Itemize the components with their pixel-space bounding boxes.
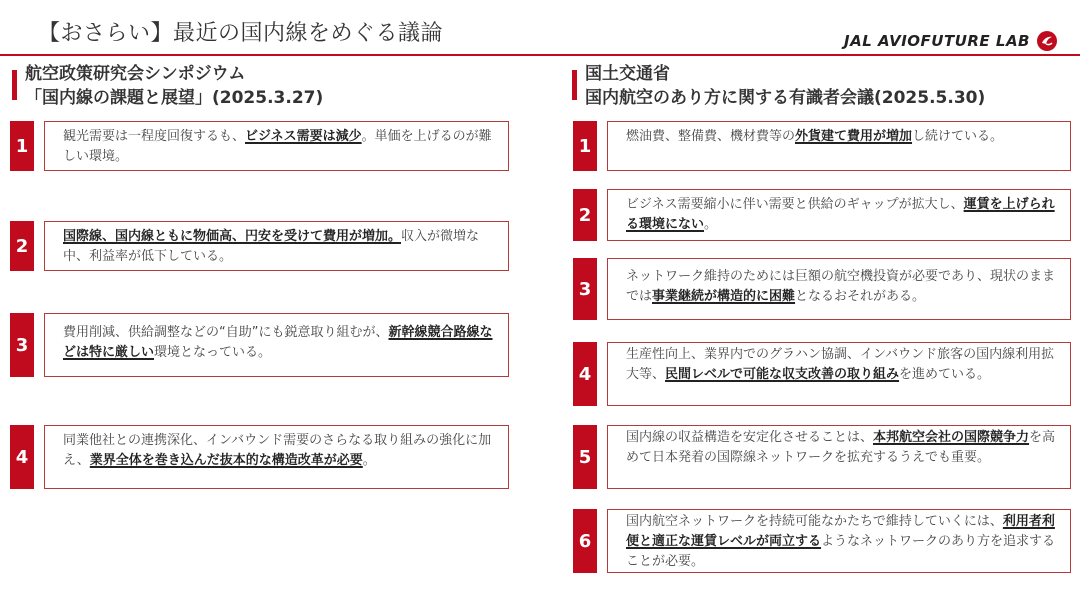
left-item-number: 1 xyxy=(10,121,34,171)
left-heading-bar xyxy=(12,70,17,100)
left-item-2: 国際線、国内線ともに物価高、円安を受けて費用が増加。収入が微増な中、利益率が低下している。 xyxy=(44,221,509,271)
right-item-5: 国内線の収益構造を安定化させることは、本邦航空会社の国際競争力を高めて日本発着の国際線ネットワークを拡充するうえでも重要。 xyxy=(607,425,1071,489)
title-rule xyxy=(0,54,1080,56)
left-item-number: 2 xyxy=(10,221,34,271)
left-item-4: 同業他社との連携深化、インバウンド需要のさらなる取り組みの強化に加え、業界全体を巻き込んだ抜本的な構造改革が必要。 xyxy=(44,425,509,489)
left-item-3: 費用削減、供給調整などの“自助”にも鋭意取り組むが、新幹線競合路線などは特に厳しい環境となっている。 xyxy=(44,313,509,377)
right-item-4: 生産性向上、業界内でのグラハン協調、インバウンド旅客の国内線利用拡大等、民間レベルで可能な収支改善の取り組みを進めている。 xyxy=(607,342,1071,406)
slide-title: 【おさらい】最近の国内線をめぐる議論 xyxy=(38,21,444,46)
right-item-number: 1 xyxy=(573,121,597,171)
right-item-number: 3 xyxy=(573,258,597,320)
right-item-number: 4 xyxy=(573,342,597,406)
logo xyxy=(844,30,1058,52)
right-item-2: ビジネス需要縮小に伴い需要と供給のギャップが拡大し、運賃を上げられる環境にない。 xyxy=(607,189,1071,241)
right-item-number: 2 xyxy=(573,189,597,241)
right-heading xyxy=(572,62,985,110)
left-heading-line2: 「国内線の課題と展望」(2025.3.27) xyxy=(25,88,324,108)
right-item-number: 6 xyxy=(573,509,597,573)
left-item-1: 観光需要は一程度回復するも、ビジネス需要は減少。単価を上げるのが難しい環境。 xyxy=(44,121,509,171)
right-item-3: ネットワーク維持のためには巨額の航空機投資が必要であり、現状のままでは事業継続が構造的に困難となるおそれがある。 xyxy=(607,258,1071,320)
right-item-6: 国内航空ネットワークを持続可能なかたちで維持していくには、利用者利便と適正な運賃レベルが両立するようなネットワークのあり方を追求することが必要。 xyxy=(607,509,1071,573)
right-heading-bar xyxy=(572,70,577,100)
right-item-1: 燃油費、整備費、機材費等の外貨建て費用が増加し続けている。 xyxy=(607,121,1071,171)
left-item-number: 4 xyxy=(10,425,34,489)
left-heading-line1: 航空政策研究会シンポジウム xyxy=(25,64,246,84)
right-item-number: 5 xyxy=(573,425,597,489)
left-item-number: 3 xyxy=(10,313,34,377)
right-heading-line1: 国土交通省 xyxy=(585,64,670,84)
logo-text: JAL AVIOFUTURE LAB xyxy=(844,32,1030,50)
left-heading xyxy=(12,62,323,110)
jal-crane-icon xyxy=(1036,30,1058,52)
right-heading-line2: 国内航空のあり方に関する有識者会議(2025.5.30) xyxy=(585,88,986,108)
